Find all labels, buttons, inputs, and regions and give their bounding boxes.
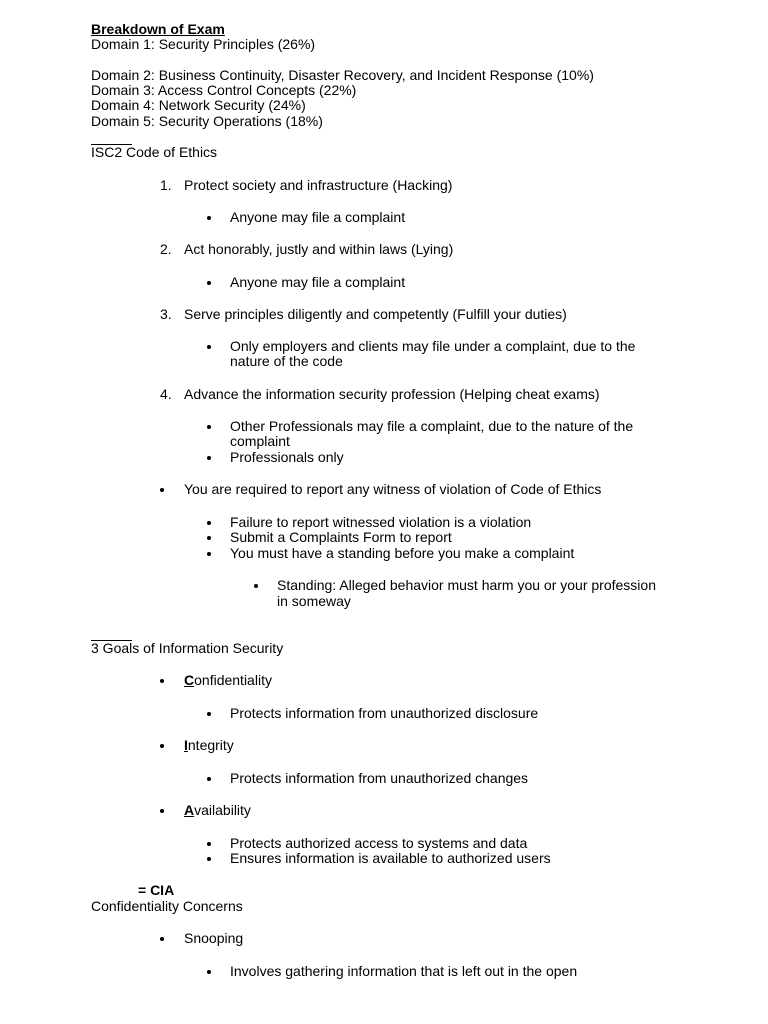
list-item: Involves gathering information that is left out in the open <box>230 963 578 979</box>
list-item-continuation: complaint <box>230 433 290 449</box>
bullet-icon <box>207 281 211 285</box>
list-item: Standing: Alleged behavior must harm you or your profession <box>277 577 656 593</box>
goals-heading: 3 Goals of Information Security <box>91 640 284 656</box>
goal-availability <box>184 803 251 819</box>
ethics-item-2: Act honorably, justly and within laws (Lying) <box>184 241 454 257</box>
domain-4: Domain 4: Network Security (24%) <box>91 97 306 113</box>
domain-1: Domain 1: Security Principles (26%) <box>91 36 316 52</box>
list-number: 3. <box>160 306 172 322</box>
list-number: 1. <box>160 177 172 193</box>
bullet-icon <box>207 842 211 846</box>
list-item: Anyone may file a complaint <box>230 209 406 225</box>
bullet-icon <box>207 425 211 429</box>
goal-initial: C <box>184 672 195 688</box>
bullet-icon <box>254 584 258 588</box>
list-item: You must have a standing before you make a complaint <box>230 545 575 561</box>
goal-rest: ntegrity <box>187 737 234 753</box>
report-requirement: You are required to report any witness of violation of Code of Ethics <box>184 481 602 497</box>
bullet-icon <box>160 937 164 941</box>
list-item-continuation: nature of the code <box>230 353 343 369</box>
bullet-icon <box>160 744 164 748</box>
list-number: 2. <box>160 241 172 257</box>
bullet-icon <box>207 536 211 540</box>
list-item: Failure to report witnessed violation is a violation <box>230 514 532 530</box>
bullet-icon <box>207 712 211 716</box>
goal-initial: I <box>184 737 188 753</box>
domain-5: Domain 5: Security Operations (18%) <box>91 113 323 129</box>
list-item: Protects information from unauthorized disclosure <box>230 705 539 721</box>
bullet-icon <box>207 857 211 861</box>
goal-confidentiality <box>184 673 272 689</box>
goal-rest: onfidentiality <box>194 672 272 688</box>
bullet-icon <box>207 777 211 781</box>
cia-summary: = CIA <box>138 882 175 898</box>
concern-snooping: Snooping <box>184 930 244 946</box>
bullet-icon <box>160 809 164 813</box>
goal-rest: vailability <box>194 802 251 818</box>
domain-2: Domain 2: Business Continuity, Disaster Recovery, and Incident Response (10%) <box>91 67 594 83</box>
bullet-icon <box>207 216 211 220</box>
ethics-item-1: Protect society and infrastructure (Hacking) <box>184 177 453 193</box>
ethics-item-3: Serve principles diligently and competently (Fulfill your duties) <box>184 306 567 322</box>
list-item: Ensures information is available to authorized users <box>230 850 551 866</box>
bullet-icon <box>207 456 211 460</box>
goal-initial: A <box>184 802 195 818</box>
list-item: Submit a Complaints Form to report <box>230 529 452 545</box>
list-item: Other Professionals may file a complaint, due to the nature of the <box>230 418 634 434</box>
bullet-icon <box>207 345 211 349</box>
bullet-icon <box>160 488 164 492</box>
bullet-icon <box>207 552 211 556</box>
list-item: Protects information from unauthorized changes <box>230 770 529 786</box>
goal-integrity <box>184 738 234 754</box>
list-item: Only employers and clients may file under a complaint, due to the <box>230 338 636 354</box>
bullet-icon <box>207 521 211 525</box>
ethics-item-4: Advance the information security profession (Helping cheat exams) <box>184 386 600 402</box>
bullet-icon <box>160 679 164 683</box>
bullet-icon <box>207 970 211 974</box>
concerns-heading: Confidentiality Concerns <box>91 898 243 914</box>
list-item: Protects authorized access to systems and data <box>230 835 528 851</box>
domain-3: Domain 3: Access Control Concepts (22%) <box>91 82 357 98</box>
list-number: 4. <box>160 386 172 402</box>
ethics-heading: ISC2 Code of Ethics <box>91 144 218 160</box>
list-item-continuation: in someway <box>277 593 351 609</box>
list-item: Professionals only <box>230 449 344 465</box>
page-title: Breakdown of Exam <box>91 21 225 37</box>
list-item: Anyone may file a complaint <box>230 274 406 290</box>
